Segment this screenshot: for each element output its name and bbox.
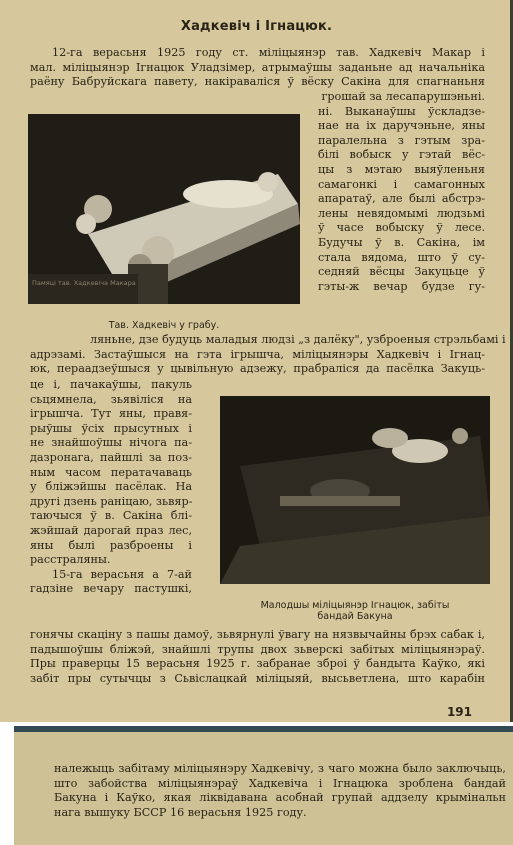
text-line: гонячы скаціну з пашы дамоў, зьвярнулі ўвагу на нязвычайны брэх сабак і, — [30, 628, 485, 641]
text-line: ляньне, дзе будуць маладыя людзі „з далёку", узброеныя стрэльбамі і — [90, 333, 506, 346]
text-line: лены невядомымі людзьмі — [318, 206, 485, 220]
text-line: седняй вёсцы Закуцьце ў — [318, 265, 485, 279]
text-line: таючыся ў в. Сакіна блі- — [30, 509, 192, 523]
caption-line: Малодшы міліцыянэр Ігнацюк, забіты — [260, 600, 450, 611]
text-line: забіт пры сутычцы з Сьвіслацкай міліцыяй, высьветлена, што карабін — [30, 671, 485, 685]
photo-coffin-hadkevich — [28, 114, 300, 304]
text-line: рыўшы ўсіх прысутных і — [30, 421, 192, 435]
text-line: це і, пачакаўшы, пакуль — [30, 378, 192, 391]
caption-line: бандай Бакуна — [317, 611, 393, 622]
next-page-fragment — [14, 726, 513, 845]
text-line: Бакуна і Каўко, якая ліквідавана асобнай групай аддзелу крымінальн — [54, 791, 506, 805]
paragraph-1-continuation — [30, 333, 506, 377]
text-line: нае на іх даручэньне, яны — [318, 119, 485, 133]
text-line: у бліжэйшы пасёлак. На — [30, 480, 192, 494]
photo-inscription: Памяці тав. Хадкевіча Макара — [32, 279, 136, 287]
text-line: апаратаў, але былі абстрэ- — [318, 192, 485, 206]
text-line: яны былі разброены і — [30, 538, 192, 552]
text-line: нага вышуку БССР 16 верасьня 1925 году. — [54, 805, 307, 819]
paragraph-3 — [54, 762, 506, 820]
text-line: што забойства міліцыянэраў Хадкевіча і Ігнацюка зроблена бандай — [54, 776, 506, 790]
text-line: 12-га верасьня 1925 году ст. міліцыянэр тав. Хадкевіч Макар і — [52, 46, 485, 59]
text-line: ігрышча. Тут яны, правя- — [30, 407, 192, 421]
text-line: жэйшай дарогай праз лес, — [30, 523, 192, 537]
text-line: адрэзамі. Застаўшыся на гэта ігрышча, міліцыянэры Хадкевіч і Ігнац- — [30, 347, 485, 361]
photo-coffin-ignacyuk — [220, 396, 490, 584]
text-line: раёну Бабруйскага павету, накіраваліся ў вёску Сакіна для спагнаньня — [30, 75, 485, 89]
photo-2-caption — [220, 600, 490, 622]
text-line: 15-га верасьня а 7-ай — [52, 567, 192, 581]
text-line: грошай за лесапарушэньні. — [321, 90, 485, 103]
text-line: ні. Выканаўшы ўскладзе- — [318, 104, 485, 118]
article-title: Хадкевіч і Ігнацюк. — [180, 19, 333, 34]
paragraph-2 — [30, 628, 485, 686]
text-line: сьцямнела, зьявіліся на — [30, 392, 192, 406]
page-number: 191 — [446, 705, 472, 719]
text-line: самагонкі і самагонных — [318, 177, 485, 191]
text-line: ў часе вобыску ў лесе. — [318, 221, 485, 235]
paragraph-1-intro — [30, 46, 485, 90]
text-line: не знайшоўшы нічога па- — [30, 436, 192, 450]
text-line: цы з мэтаю выяўленьня — [318, 162, 485, 176]
photo-1-caption: Тав. Хадкевіч у грабу. — [108, 320, 220, 331]
text-line: падышоўшы бліжэй, знайшлі трупы двох зьверскі забітых міліцыянэраў. — [30, 642, 485, 656]
text-line: стала вядома, што ў су- — [318, 250, 485, 264]
text-line: належыць забітаму міліцыянэру Хадкевічу, з чаго можна было заключыць, — [54, 762, 506, 775]
text-line: ным часом ператачаваць — [30, 465, 192, 479]
text-line: другі дзень раніцаю, зьвяр- — [30, 494, 193, 508]
paragraph-1-right-column — [318, 90, 485, 294]
paragraph-1-left-column — [30, 378, 192, 597]
text-line: юк, пераадзеўшыся у цывільную адзежу, прабраліся да пасёлка Закуць- — [30, 362, 485, 376]
faint-running-header — [30, 3, 300, 13]
text-line: паралельна з гэтым зра- — [318, 133, 485, 147]
text-line: білі вобыск у гэтай вёс- — [318, 148, 485, 162]
text-line: дазронага, пайшлі за поз- — [30, 450, 192, 464]
text-line: расстраляны. — [30, 553, 111, 567]
text-line: мал. міліцыянэр Ігнацюк Уладзімер, атрымаўшы заданьне ад начальніка — [30, 60, 485, 74]
text-line: гадзіне вечару пастушкі, — [30, 582, 192, 596]
text-line: гэты-ж вечар будзе гу- — [318, 279, 485, 293]
text-line: Пры праверцы 15 верасьня 1925 г. забранае зброі ў бандыта Каўко, які — [30, 657, 485, 671]
text-line: Будучы ў в. Сакіна, ім — [318, 235, 485, 249]
